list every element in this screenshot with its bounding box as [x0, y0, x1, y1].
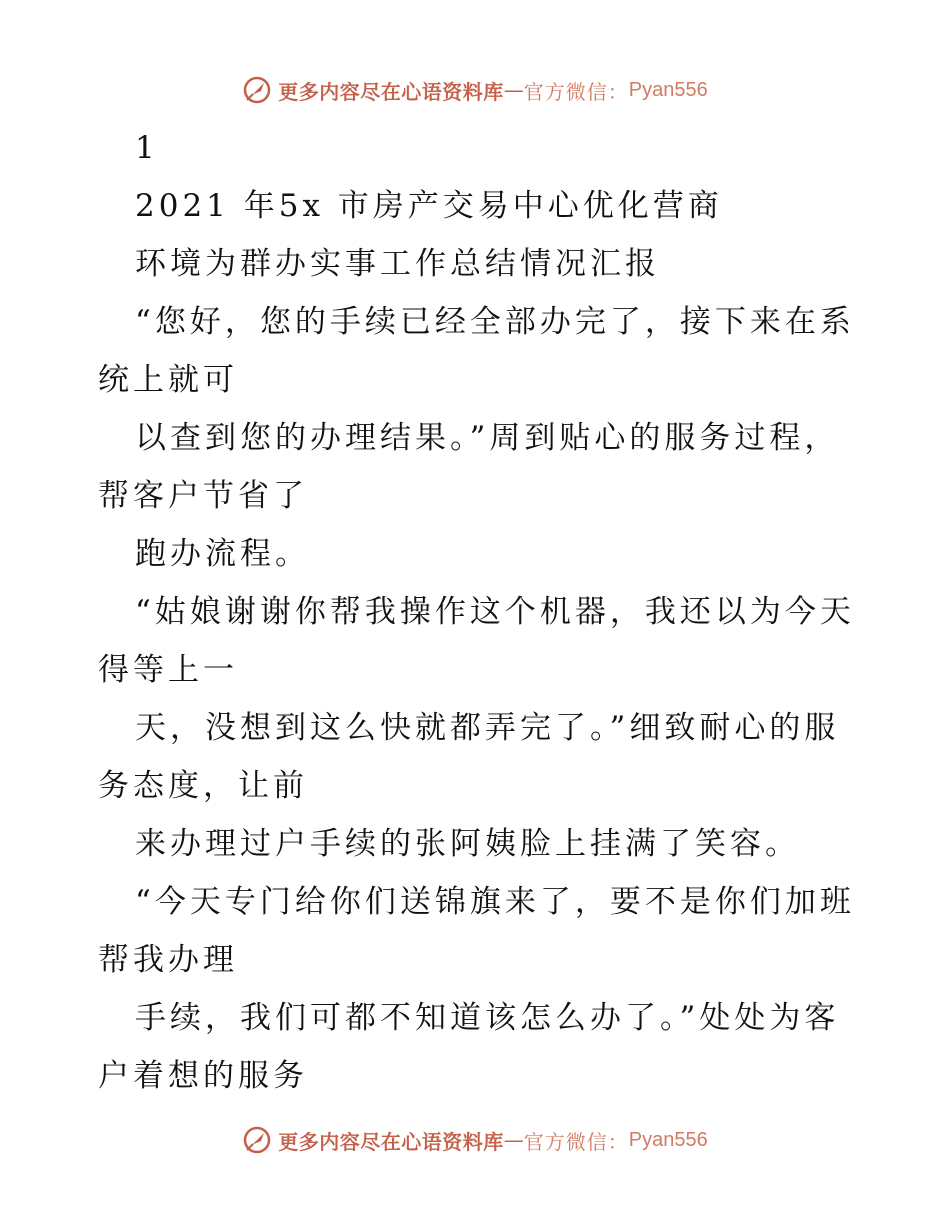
watermark-wechat-label: 官方微信： [523, 1129, 629, 1154]
paragraph-line: 天，没想到这么快就都弄完了。”细致耐心的服 [135, 710, 840, 746]
paragraph-line: 来办理过户手续的张阿姨脸上挂满了笑容。 [135, 826, 800, 862]
watermark-wechat-id: Pyan556 [628, 78, 708, 101]
footer-watermark [0, 1120, 950, 1160]
header-watermark [0, 70, 950, 110]
watermark-wechat-label: 官方微信： [523, 79, 629, 104]
watermark-separator: — [503, 1128, 524, 1152]
quill-logo-icon [242, 1125, 272, 1155]
quill-logo-icon [242, 75, 272, 105]
paragraph-line: 以查到您的办理结果。”周到贴心的服务过程， [135, 420, 840, 456]
document-title-line-2: 环境为群办实事工作总结情况汇报 [135, 246, 660, 282]
watermark-separator: — [503, 78, 524, 102]
paragraph-line: 户着想的服务 [98, 1058, 308, 1094]
paragraph-line: 手续，我们可都不知道该怎么办了。”处处为客 [135, 1000, 840, 1036]
paragraph-line: 得等上一 [98, 652, 238, 688]
paragraph-line: 务态度，让前 [98, 768, 308, 804]
watermark-wechat-id: Pyan556 [628, 1128, 708, 1151]
paragraph-line: 跑办流程。 [135, 536, 310, 572]
watermark-site-text: 更多内容尽在心语资料库 [278, 79, 504, 104]
page-number: 1 [135, 130, 159, 166]
paragraph-line: 统上就可 [98, 362, 238, 398]
watermark-site-text: 更多内容尽在心语资料库 [278, 1129, 504, 1154]
paragraph-line: 帮客户节省了 [98, 478, 308, 514]
paragraph-line: “您好，您的手续已经全部办完了，接下来在系 [135, 304, 855, 340]
paragraph-line: 帮我办理 [98, 942, 238, 978]
document-title-line-1: 2021 年5x 市房产交易中心优化营商 [135, 188, 723, 224]
paragraph-line: “今天专门给你们送锦旗来了，要不是你们加班 [135, 884, 855, 920]
paragraph-line: “姑娘谢谢你帮我操作这个机器，我还以为今天 [135, 594, 855, 630]
